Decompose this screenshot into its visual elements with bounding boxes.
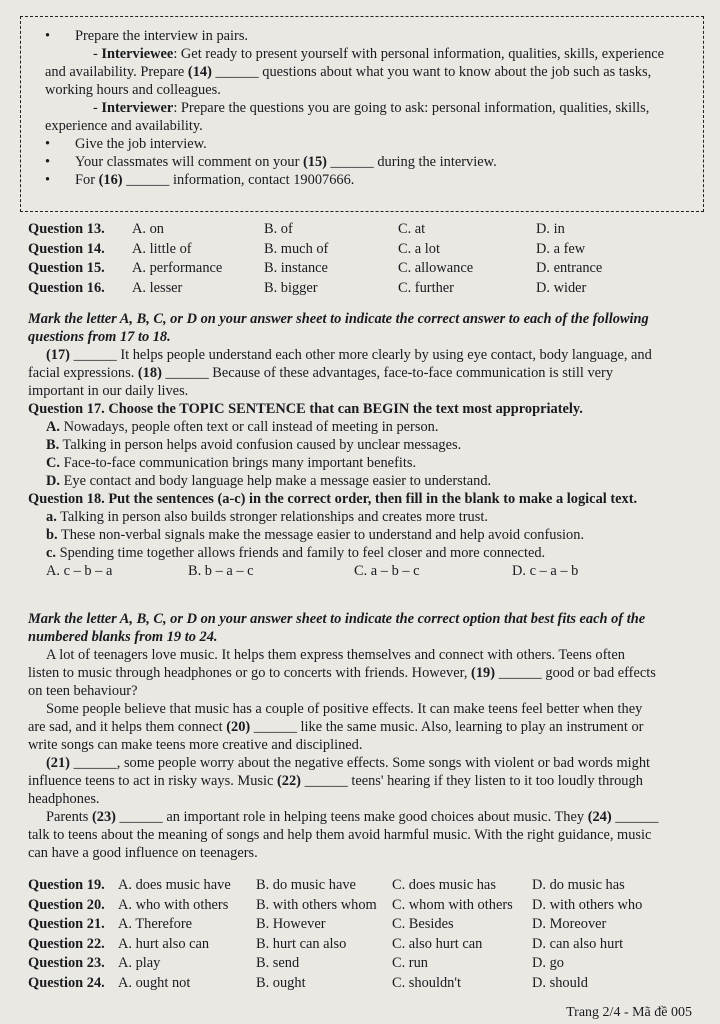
option-b[interactable]: B. ought <box>256 974 306 991</box>
q17-option-a[interactable]: A. Nowadays, people often text or call instead of meeting in person. <box>46 419 439 435</box>
notice-line: experience and availability. <box>45 118 203 134</box>
passage-line: Parents (23) ______ an important role in helping teens make good choices about music. They (24) ______ <box>46 809 659 825</box>
passage-line: are sad, and it helps them connect (20) ______ like the same music. Also, learning to play an instrument or <box>28 719 644 735</box>
option-d[interactable]: D. do music has <box>532 877 625 893</box>
q18-sentence-a: a. Talking in person also builds stronger relationships and creates more trust. <box>46 509 488 525</box>
option-d[interactable]: D. with others who <box>532 896 643 913</box>
reading-section-19-24 <box>28 610 700 862</box>
option-b[interactable]: B. instance <box>264 260 328 276</box>
section-instruction: questions from 17 to 18. <box>28 329 171 345</box>
question-row <box>28 896 708 916</box>
question-label: Question 23. <box>28 955 105 971</box>
question-label: Question 16. <box>28 279 105 296</box>
option-d[interactable]: D. a few <box>536 240 586 257</box>
option-a[interactable]: A. lesser <box>132 279 183 296</box>
option-b[interactable]: B. hurt can also <box>256 935 347 952</box>
question-row <box>28 935 708 955</box>
q18-option-a[interactable]: A. c – b – a <box>46 563 113 579</box>
question-17-stem: Question 17. Choose the TOPIC SENTENCE that can BEGIN the text most appropriately. <box>28 401 583 417</box>
question-row <box>28 220 708 240</box>
passage-line: influence teens to act in risky ways. Music (22) ______ teens' hearing if they listen to it too loudly through <box>28 773 643 789</box>
q17-option-b[interactable]: B. Talking in person helps avoid confusion caused by unclear messages. <box>46 437 462 453</box>
option-b[interactable]: B. do music have <box>256 877 356 893</box>
notice-line: and availability. Prepare (14) ______ questions about what you want to know about the job such as tasks, <box>45 64 652 80</box>
question-18-stem: Question 18. Put the sentences (a-c) in the correct order, then fill in the blank to make a logical text. <box>28 491 638 507</box>
option-a[interactable]: A. on <box>132 221 164 237</box>
option-d[interactable]: D. in <box>536 221 565 237</box>
section-instruction: Mark the letter A, B, C, or D on your answer sheet to indicate the correct answer to each of the following <box>28 311 649 327</box>
option-c[interactable]: C. Besides <box>392 916 454 932</box>
option-d[interactable]: D. can also hurt <box>532 935 624 952</box>
option-a[interactable]: A. does music have <box>118 877 231 893</box>
passage-line: write songs can make teens more creative and disciplined. <box>28 737 363 753</box>
question-label: Question 15. <box>28 260 105 276</box>
passage-line: listen to music through headphones or go to concerts with friends. However, (19) ______ good or bad effects <box>28 665 656 681</box>
question-label: Question 14. <box>28 240 105 257</box>
notice-line: • Prepare the interview in pairs. <box>45 28 249 44</box>
page-footer: Trang 2/4 - Mã đề 005 <box>566 1005 692 1020</box>
passage-line: on teen behaviour? <box>28 683 138 699</box>
notice-line: • Your classmates will comment on your (15) ______ during the interview. <box>45 154 497 170</box>
option-a[interactable]: A. Therefore <box>118 916 193 932</box>
option-a[interactable]: A. little of <box>132 240 192 257</box>
passage-line: can have a good influence on teenagers. <box>28 845 258 861</box>
q17-option-c[interactable]: C. Face-to-face communication brings many important benefits. <box>46 455 417 471</box>
question-label: Question 24. <box>28 974 105 991</box>
notice-line: • For (16) ______ information, contact 19007666. <box>45 172 355 188</box>
section-instruction: numbered blanks from 19 to 24. <box>28 629 218 645</box>
option-c[interactable]: C. whom with others <box>392 896 513 913</box>
option-c[interactable]: C. allowance <box>398 260 474 276</box>
q18-option-d[interactable]: D. c – a – b <box>512 563 579 579</box>
passage-line: important in our daily lives. <box>28 383 189 399</box>
option-c[interactable]: C. at <box>398 221 426 237</box>
option-b[interactable]: B. bigger <box>264 279 318 296</box>
notice-line: - Interviewer: Prepare the questions you are going to ask: personal information, qualities, skills, <box>93 100 650 116</box>
option-d[interactable]: D. go <box>532 955 564 971</box>
option-a[interactable]: A. play <box>118 955 161 971</box>
notice-line: • Give the job interview. <box>45 136 207 152</box>
option-b[interactable]: B. However <box>256 916 326 932</box>
option-a[interactable]: A. performance <box>132 260 223 276</box>
option-b[interactable]: B. with others whom <box>256 896 377 913</box>
questions-13-16 <box>28 220 708 298</box>
passage-line: Some people believe that music has a couple of positive effects. It can make teens feel better when they <box>46 701 643 717</box>
passage-line: (21) ______, some people worry about the negative effects. Some songs with violent or bad words might <box>46 755 651 771</box>
question-row <box>28 259 708 279</box>
option-a[interactable]: A. who with others <box>118 896 229 913</box>
option-c[interactable]: C. shouldn't <box>392 974 461 991</box>
passage-line: (17) ______ It helps people understand each other more clearly by using eye contact, body language, and <box>46 347 652 363</box>
passage-line: headphones. <box>28 791 100 807</box>
q18-sentence-b: b. These non-verbal signals make the message easier to understand and help avoid confusion. <box>46 527 585 543</box>
notice-line: working hours and colleagues. <box>45 82 221 98</box>
option-c[interactable]: C. run <box>392 955 428 971</box>
reading-section-17-18 <box>28 310 700 582</box>
question-row <box>28 974 708 994</box>
section-instruction: Mark the letter A, B, C, or D on your answer sheet to indicate the correct option that best fits each of the <box>28 611 646 627</box>
option-c[interactable]: C. a lot <box>398 240 440 257</box>
question-row <box>28 915 708 935</box>
question-label: Question 19. <box>28 877 105 893</box>
notice-line: - Interviewee: Get ready to present yourself with personal information, qualities, skills, experience <box>93 46 665 62</box>
option-a[interactable]: A. hurt also can <box>118 935 210 952</box>
option-b[interactable]: B. much of <box>264 240 329 257</box>
questions-19-24 <box>28 876 708 993</box>
option-a[interactable]: A. ought not <box>118 974 191 991</box>
option-c[interactable]: C. also hurt can <box>392 935 483 952</box>
q18-option-b[interactable]: B. b – a – c <box>188 563 254 579</box>
option-d[interactable]: D. entrance <box>536 260 603 276</box>
q18-sentence-c: c. Spending time together allows friends and family to feel closer and more connected. <box>46 545 546 561</box>
option-c[interactable]: C. further <box>398 279 454 296</box>
question-label: Question 13. <box>28 221 105 237</box>
q18-option-c[interactable]: C. a – b – c <box>354 563 420 579</box>
q17-option-d[interactable]: D. Eye contact and body language help make a message easier to understand. <box>46 473 492 489</box>
option-d[interactable]: D. should <box>532 974 588 991</box>
passage-line: A lot of teenagers love music. It helps them express themselves and connect with others. Teens often <box>46 647 625 663</box>
option-d[interactable]: D. wider <box>536 279 587 296</box>
q18-options-row <box>28 562 700 582</box>
question-row <box>28 876 708 896</box>
option-c[interactable]: C. does music has <box>392 877 496 893</box>
job-interview-notice <box>20 16 704 212</box>
option-d[interactable]: D. Moreover <box>532 916 607 932</box>
option-b[interactable]: B. send <box>256 955 300 971</box>
question-label: Question 20. <box>28 896 105 913</box>
passage-line: talk to teens about the meaning of songs and help them avoid harmful music. With the right guidance, music <box>28 827 652 843</box>
question-row <box>28 240 708 260</box>
question-row <box>28 279 708 299</box>
question-label: Question 22. <box>28 935 105 952</box>
question-label: Question 21. <box>28 916 105 932</box>
passage-line: facial expressions. (18) ______ Because of these advantages, face-to-face communication is still very <box>28 365 614 381</box>
option-b[interactable]: B. of <box>264 221 293 237</box>
question-row <box>28 954 708 974</box>
